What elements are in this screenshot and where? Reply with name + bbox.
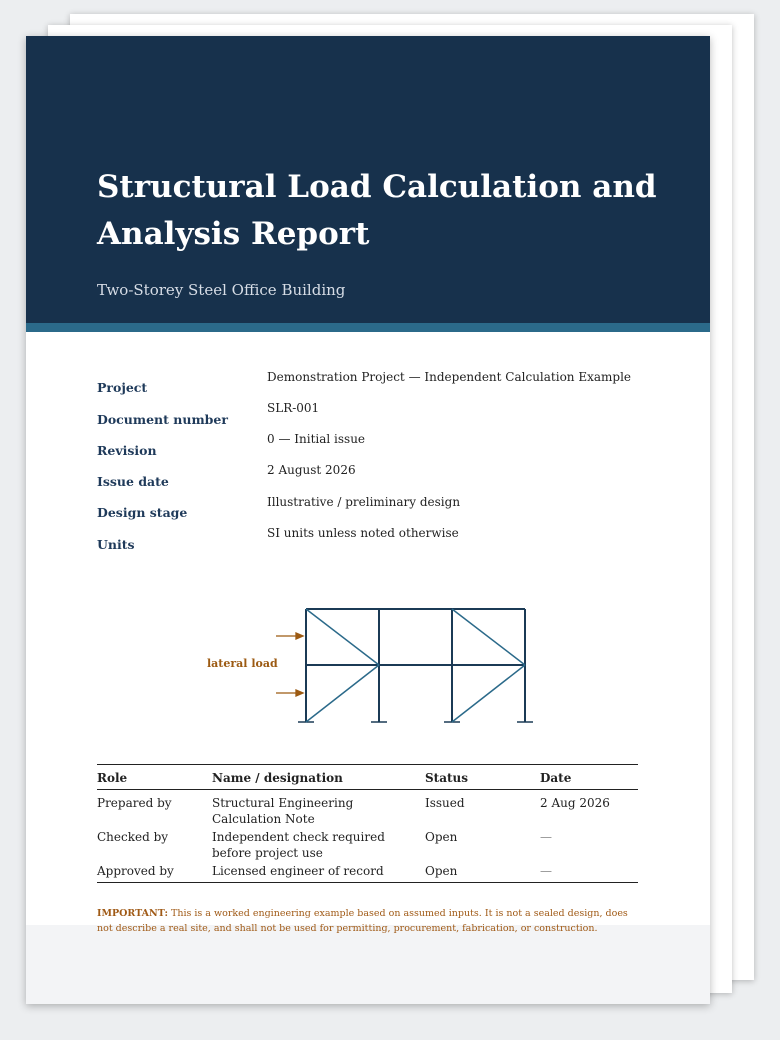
load-arrow-lower-head — [296, 690, 303, 696]
meta-label-document-number: Document number — [97, 412, 228, 427]
meta-label-issue-date: Issue date — [97, 474, 169, 489]
meta-label-design-stage: Design stage — [97, 505, 188, 520]
meta-label-revision: Revision — [97, 443, 157, 458]
notice-text: This is a worked engineering example based on assumed inputs. It is not a sealed design, does not describe a real site, and shall not be used for permitting, procurement, fabrication, or construction. — [97, 908, 628, 934]
cover-page — [26, 36, 710, 1004]
cell-role: Prepared by — [97, 796, 172, 810]
meta-value-document-number: SLR-001 — [267, 401, 320, 415]
table-row — [97, 790, 638, 824]
meta-value-project: Demonstration Project — Independent Calculation Example — [267, 370, 632, 384]
cell-name: Licensed engineer of record — [212, 864, 384, 878]
meta-value-revision: 0 — Initial issue — [267, 432, 366, 446]
brace-upper-left — [306, 609, 379, 665]
cell-date: 2 Aug 2026 — [540, 796, 610, 810]
header-date: Date — [540, 771, 572, 785]
meta-label-units: Units — [97, 537, 135, 552]
banner-accent-stripe — [26, 323, 710, 332]
cell-date: — — [540, 864, 552, 878]
cell-status: Issued — [425, 796, 465, 810]
brace-lower-left — [306, 665, 379, 722]
cell-name: Independent check required before project use — [212, 830, 385, 860]
report-subtitle: Two-Storey Steel Office Building — [97, 281, 346, 299]
lateral-load-label: lateral load — [207, 657, 278, 670]
cell-role: Approved by — [97, 864, 174, 878]
brace-upper-right — [452, 609, 525, 665]
report-title: Structural Load Calculation and Analysis Report — [97, 169, 657, 252]
cell-name: Structural Engineering Calculation Note — [212, 796, 354, 826]
cell-status: Open — [425, 830, 458, 844]
header-role: Role — [97, 771, 128, 785]
signoff-table — [97, 764, 638, 883]
load-arrow-upper-head — [296, 633, 303, 639]
meta-label-project: Project — [97, 380, 148, 395]
cell-date: — — [540, 830, 552, 844]
header-status: Status — [425, 771, 469, 785]
header-name: Name / designation — [212, 771, 343, 785]
cell-role: Checked by — [97, 830, 169, 844]
meta-value-design-stage: Illustrative / preliminary design — [267, 495, 461, 509]
cell-status: Open — [425, 864, 458, 878]
meta-value-issue-date: 2 August 2026 — [267, 463, 356, 477]
table-row — [97, 858, 638, 882]
table-header-row — [97, 765, 638, 790]
meta-value-units: SI units unless noted otherwise — [267, 526, 459, 540]
disclaimer-notice — [97, 906, 640, 936]
brace-lower-right — [452, 665, 525, 722]
table-row — [97, 824, 638, 858]
notice-lead: IMPORTANT: — [97, 908, 168, 919]
